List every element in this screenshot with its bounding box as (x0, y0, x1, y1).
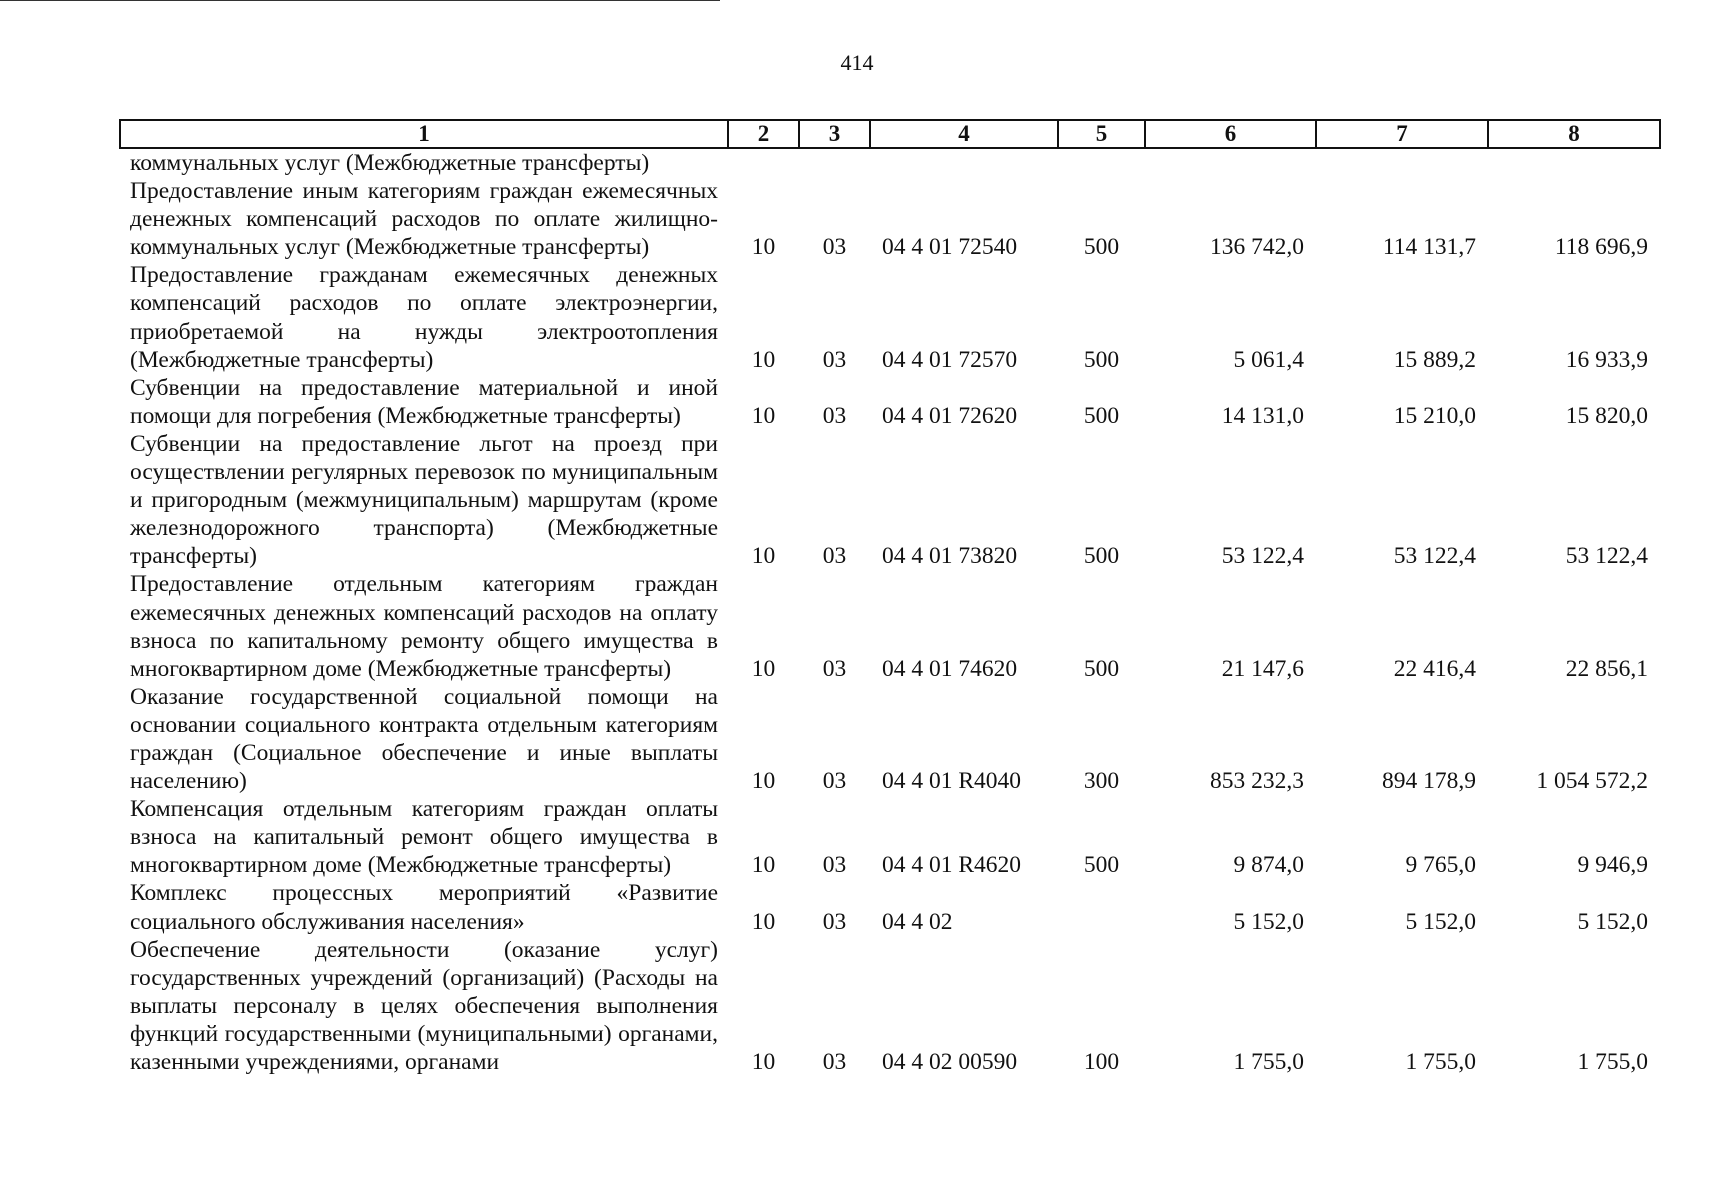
row-expense-type-code: 500 (1083, 346, 1120, 373)
row-amount-col-8: 1 054 572,2 (1536, 768, 1648, 795)
row-target-article-code (870, 148, 1058, 177)
row-section-code: 10 (751, 655, 776, 682)
header-col-7: 7 (1316, 120, 1488, 148)
row-target-article-code: 04 4 01 72570 (882, 346, 1018, 373)
row-description: коммунальных услуг (Межбюджетные трансферты) (130, 150, 650, 176)
header-row (120, 120, 1660, 148)
row-description: Оказание государственной социальной помощи на основании социального контракта отдельным категориям граждан (Социальное обеспечение и иные выплаты населению) (130, 683, 718, 795)
scan-edge-line (0, 0, 720, 1)
row-section-code: 10 (751, 908, 776, 935)
row-subsection-code: 03 (822, 852, 847, 879)
table-row (120, 683, 1660, 795)
row-amount-col-6: 14 131,0 (1221, 402, 1304, 429)
row-amount-col-6: 21 147,6 (1221, 655, 1304, 682)
row-subsection-code: 03 (822, 655, 847, 682)
row-target-article-code: 04 4 02 00590 (882, 1049, 1018, 1075)
row-subsection-code: 03 (822, 234, 847, 261)
row-section-code: 10 (751, 402, 776, 429)
row-amount-col-6: 53 122,4 (1221, 543, 1304, 570)
header-col-2: 2 (728, 120, 799, 148)
row-description: Комплекс процессных мероприятий «Развитие социального обслуживания населения» (130, 880, 718, 935)
table-row (120, 430, 1660, 570)
row-target-article-code: 04 4 01 72620 (882, 402, 1018, 429)
row-amount-col-6 (1145, 148, 1316, 177)
table-row (120, 374, 1660, 430)
row-expense-type-code: 500 (1083, 543, 1120, 570)
row-amount-col-7 (1316, 148, 1488, 177)
row-amount-col-7: 114 131,7 (1382, 234, 1476, 261)
row-expense-type-code: 300 (1083, 768, 1120, 795)
row-target-article-code: 04 4 01 73820 (882, 543, 1018, 570)
row-section-code: 10 (751, 1049, 776, 1075)
row-subsection-code: 03 (822, 1049, 847, 1075)
row-section-code: 10 (751, 852, 776, 879)
row-description: Компенсация отдельным категориям граждан оплаты взноса на капитальный ремонт общего имущества в многоквартирном доме (Межбюджетные трансферты) (130, 796, 718, 879)
row-amount-col-8 (1488, 148, 1660, 177)
page-number: 414 (840, 50, 874, 75)
row-section-code: 10 (751, 234, 776, 261)
header-col-8: 8 (1488, 120, 1660, 148)
row-amount-col-7: 9 765,0 (1405, 852, 1476, 879)
header-col-1: 1 (120, 120, 728, 148)
row-description: Предоставление иным категориям граждан ежемесячных денежных компенсаций расходов по оплате жилищно-коммунальных услуг (Межбюджетные трансферты) (130, 178, 718, 261)
row-target-article-code: 04 4 01 R4620 (882, 852, 1022, 879)
row-subsection-code: 03 (822, 543, 847, 570)
row-section-code (728, 148, 799, 177)
row-section-code: 10 (751, 768, 776, 795)
table-row (120, 936, 1660, 1076)
row-amount-col-6: 9 874,0 (1233, 852, 1304, 879)
row-expense-type-code: 500 (1083, 402, 1120, 429)
row-subsection-code: 03 (822, 768, 847, 795)
row-amount-col-7: 5 152,0 (1405, 908, 1476, 935)
row-target-article-code: 04 4 02 (882, 908, 953, 935)
row-amount-col-7: 53 122,4 (1393, 543, 1476, 570)
budget-table (119, 119, 1661, 1076)
table-row (120, 177, 1660, 261)
row-amount-col-6: 5 152,0 (1233, 908, 1304, 935)
row-section-code: 10 (751, 346, 776, 373)
row-description: Субвенции на предоставление материальной и иной помощи для погребения (Межбюджетные трансферты) (130, 374, 718, 429)
row-description: Обеспечение деятельности (оказание услуг) государственных учреждений (организаций) (Расходы на выплаты персоналу в целях обеспечения выполнения функций государственными (муниципальными) органами, казенными учреждениями, органами (130, 936, 718, 1075)
row-amount-col-8: 53 122,4 (1565, 543, 1648, 570)
header-col-6: 6 (1145, 120, 1316, 148)
row-amount-col-8: 15 820,0 (1565, 402, 1648, 429)
table-row (120, 879, 1660, 935)
row-amount-col-7: 1 755,0 (1405, 1049, 1476, 1075)
row-target-article-code: 04 4 01 R4040 (882, 768, 1022, 795)
table-header (120, 120, 1660, 148)
header-col-5: 5 (1058, 120, 1145, 148)
row-amount-col-8: 1 755,0 (1577, 1049, 1648, 1075)
table-row (120, 795, 1660, 879)
row-section-code: 10 (751, 543, 776, 570)
table-row (120, 570, 1660, 682)
row-expense-type-code (1058, 879, 1145, 935)
row-amount-col-8: 9 946,9 (1577, 852, 1648, 879)
row-expense-type-code: 500 (1083, 234, 1120, 261)
row-subsection-code: 03 (822, 908, 847, 935)
row-target-article-code: 04 4 01 72540 (882, 234, 1018, 261)
row-amount-col-7: 22 416,4 (1393, 655, 1476, 682)
row-amount-col-8: 22 856,1 (1565, 655, 1648, 682)
row-description: Предоставление гражданам ежемесячных денежных компенсаций расходов по оплате электроэнергии, приобретаемой на нужды электроотопления (Межбюджетные трансферты) (130, 262, 718, 373)
row-subsection-code: 03 (822, 402, 847, 429)
row-description: Предоставление отдельным категориям граждан ежемесячных денежных компенсаций расходов на оплату взноса по капитальному ремонту общего имущества в многоквартирном доме (Межбюджетные трансферты) (130, 571, 718, 682)
row-description: Субвенции на предоставление льгот на проезд при осуществлении регулярных перевозок по муниципальным и пригородным (межмуниципальным) маршрутам (кроме железнодорожного транспорта) (Межбюджетные трансферты) (130, 430, 718, 570)
row-amount-col-6: 853 232,3 (1210, 768, 1304, 795)
table-row (120, 148, 1660, 177)
row-amount-col-8: 118 696,9 (1554, 234, 1648, 261)
row-amount-col-7: 15 889,2 (1393, 346, 1476, 373)
row-amount-col-6: 5 061,4 (1233, 346, 1304, 373)
row-target-article-code: 04 4 01 74620 (882, 655, 1018, 682)
row-expense-type-code: 500 (1083, 655, 1120, 682)
row-subsection-code (799, 148, 870, 177)
row-amount-col-6: 136 742,0 (1210, 234, 1304, 261)
row-amount-col-6: 1 755,0 (1233, 1049, 1304, 1075)
table-body (120, 148, 1660, 1076)
row-amount-col-8: 16 933,9 (1565, 346, 1648, 373)
header-col-4: 4 (870, 120, 1058, 148)
table-row (120, 261, 1660, 373)
row-subsection-code: 03 (822, 346, 847, 373)
row-amount-col-7: 894 178,9 (1382, 768, 1476, 795)
row-amount-col-8: 5 152,0 (1577, 908, 1648, 935)
row-expense-type-code (1058, 148, 1145, 177)
row-expense-type-code: 500 (1083, 852, 1120, 879)
row-expense-type-code: 100 (1083, 1049, 1120, 1075)
header-col-3: 3 (799, 120, 870, 148)
row-amount-col-7: 15 210,0 (1393, 402, 1476, 429)
